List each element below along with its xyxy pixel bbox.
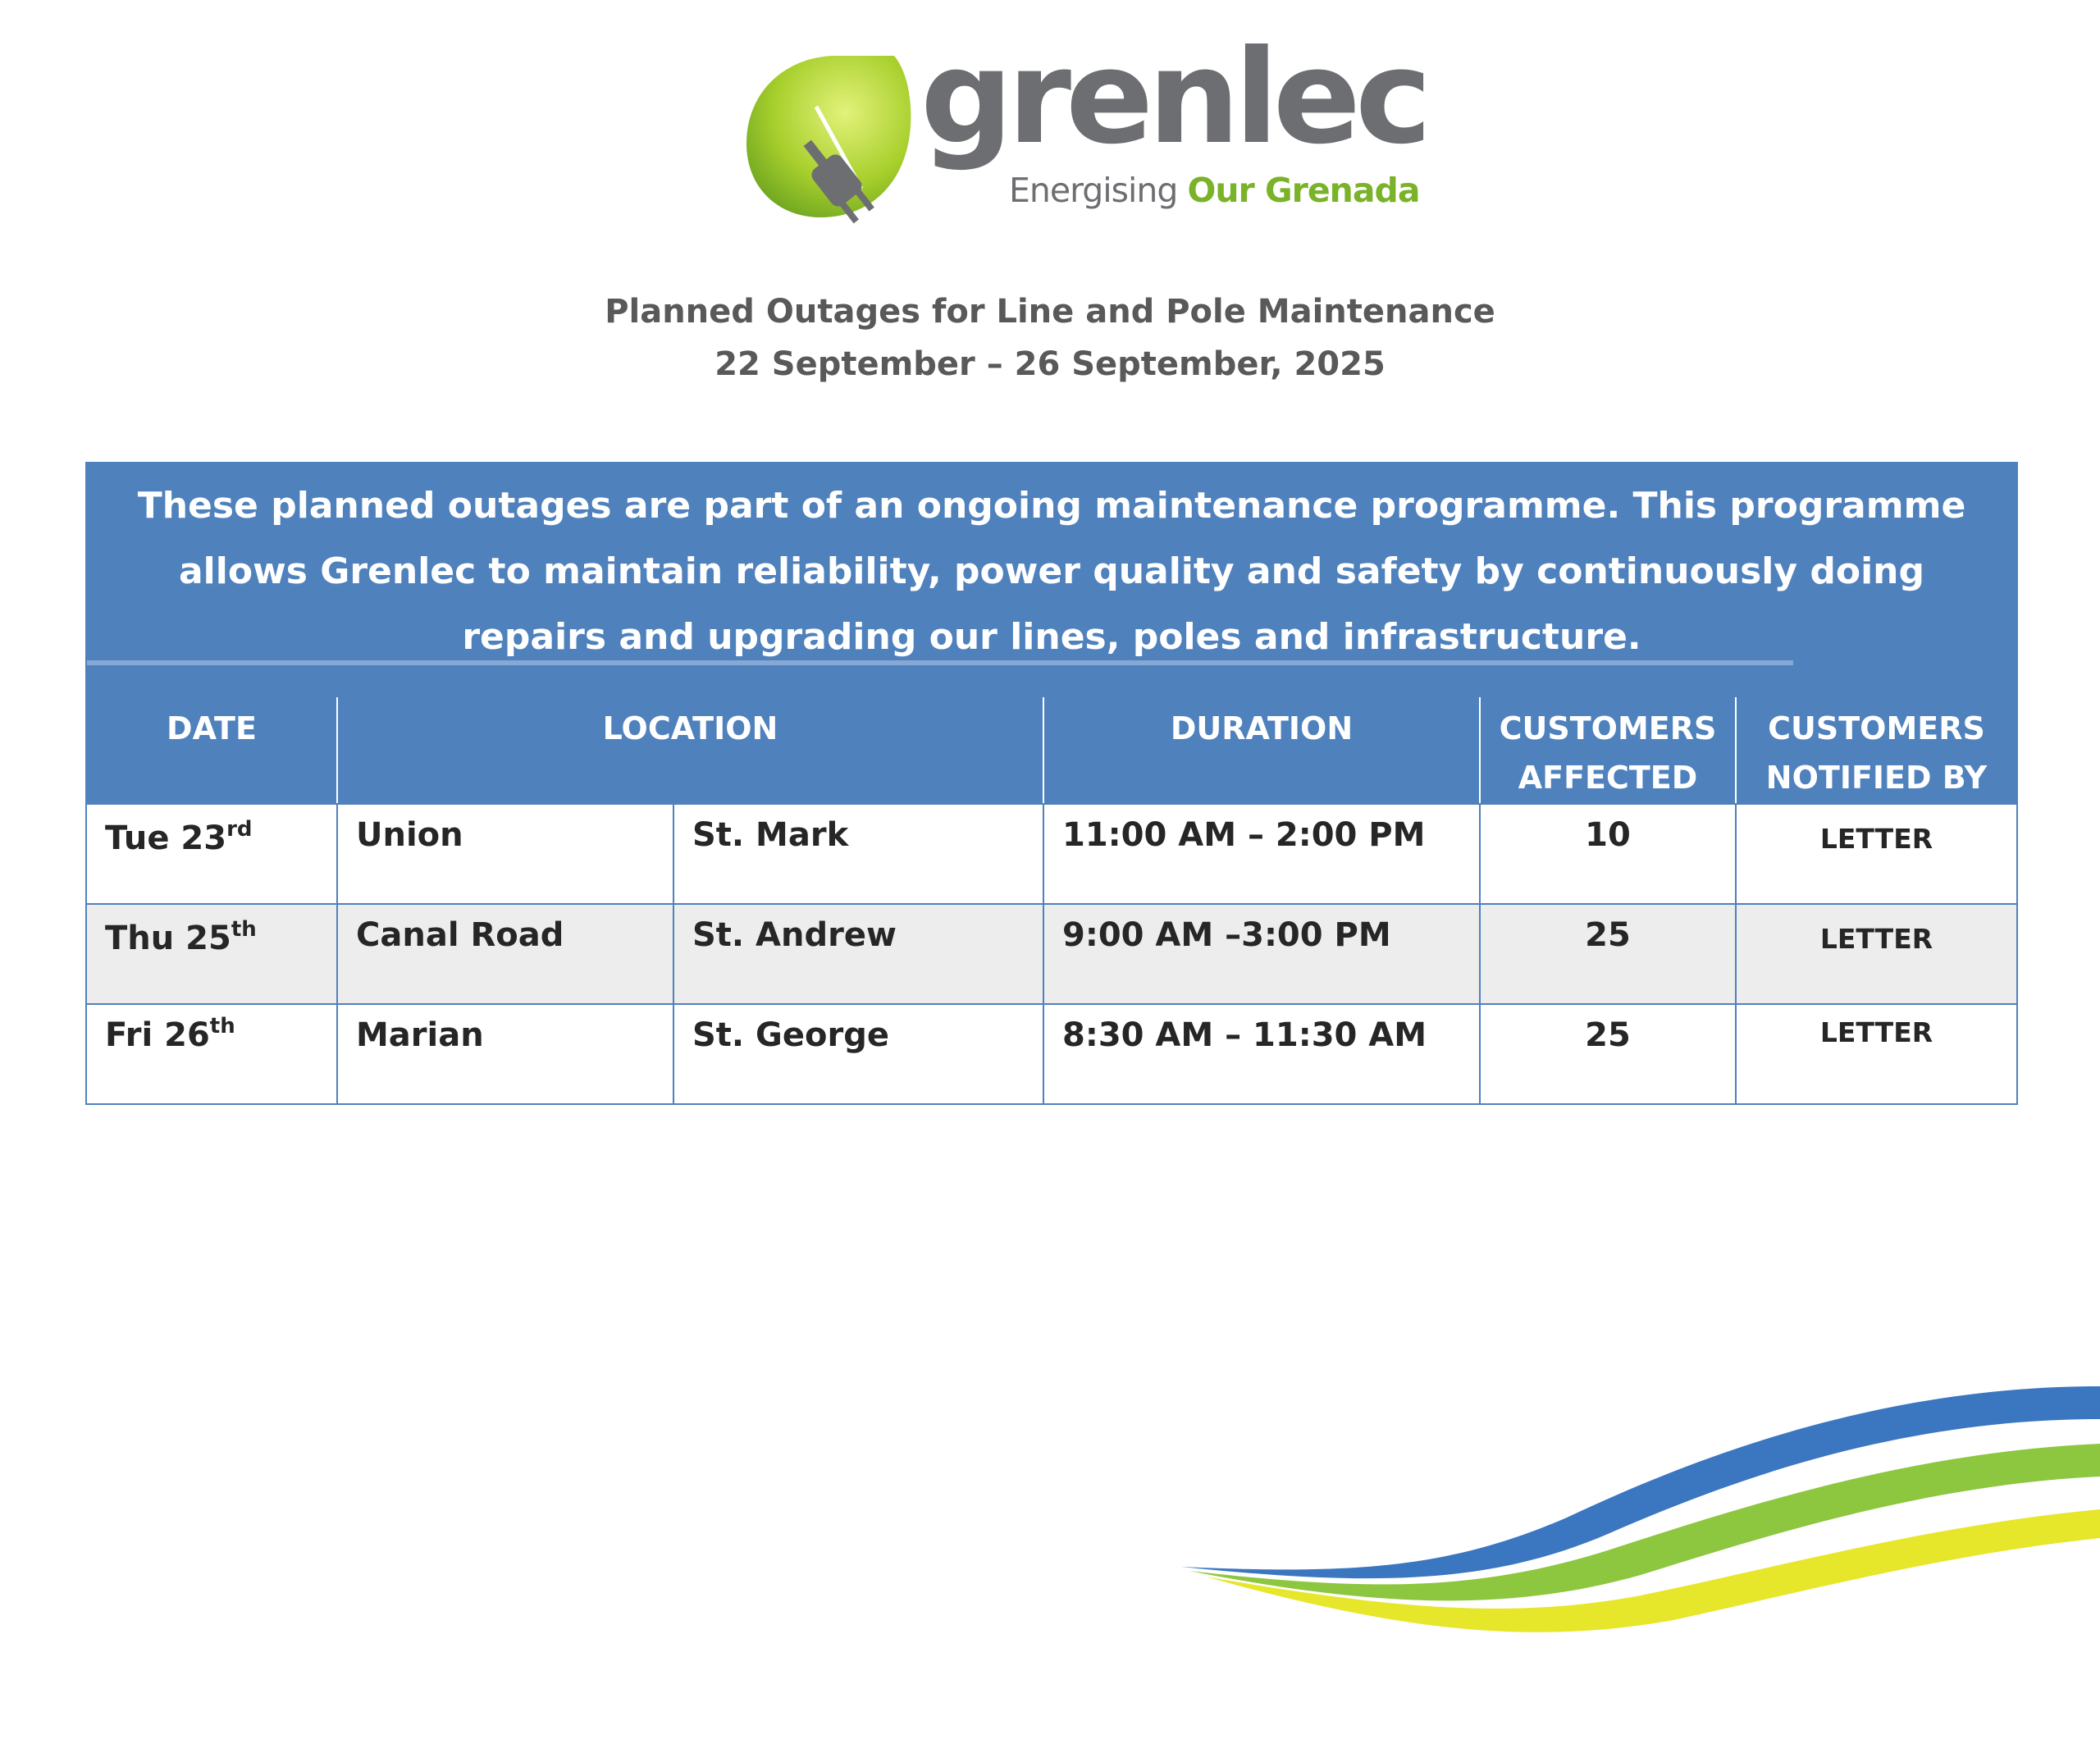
header-date: DATE xyxy=(86,696,337,804)
cell-notified-by: LETTER xyxy=(1736,1004,2017,1104)
cell-notified-by: LETTER xyxy=(1736,804,2017,904)
cell-area: Union xyxy=(337,804,673,904)
header-customers-notified: CUSTOMERS NOTIFIED BY xyxy=(1736,696,2017,804)
heading-block xyxy=(0,285,2100,390)
cell-date: Tue 23rd xyxy=(86,804,337,904)
tagline-highlight: Our Grenada xyxy=(1187,171,1420,210)
outage-table xyxy=(85,462,2018,1105)
header-location: LOCATION xyxy=(337,696,1043,804)
cell-area: Canal Road xyxy=(337,904,673,1004)
cell-duration: 9:00 AM –3:00 PM xyxy=(1043,904,1480,1004)
leaf-plug-icon xyxy=(738,49,935,230)
cell-area: Marian xyxy=(337,1004,673,1104)
header-duration: DURATION xyxy=(1043,696,1480,804)
table-row xyxy=(86,904,2017,1004)
intro-banner xyxy=(86,463,2017,696)
cell-customers-affected: 25 xyxy=(1480,1004,1736,1104)
intro-text: These planned outages are part of an ongoing maintenance programme. This programme allows Grenlec to maintain reliability, power quality and safety by continuously doing repairs and upgrading our lines, poles and infrastructure. xyxy=(137,485,1966,658)
decorative-swoosh xyxy=(1181,1362,2100,1657)
table-row xyxy=(86,1004,2017,1104)
header-customers-affected: CUSTOMERS AFFECTED xyxy=(1480,696,1736,804)
cell-duration: 8:30 AM – 11:30 AM xyxy=(1043,1004,1480,1104)
page-title: Planned Outages for Line and Pole Maintenance xyxy=(605,293,1495,331)
cell-duration: 11:00 AM – 2:00 PM xyxy=(1043,804,1480,904)
cell-date: Fri 26th xyxy=(86,1004,337,1104)
cell-customers-affected: 25 xyxy=(1480,904,1736,1004)
logo-wordmark: grenlec xyxy=(920,22,1427,173)
tagline-prefix: Energising xyxy=(1009,171,1188,210)
cell-parish: St. Andrew xyxy=(673,904,1043,1004)
grenlec-logo xyxy=(738,22,1427,230)
table-row xyxy=(86,804,2017,904)
cell-notified-by: LETTER xyxy=(1736,904,2017,1004)
divider xyxy=(87,660,1793,665)
cell-date: Thu 25th xyxy=(86,904,337,1004)
cell-customers-affected: 10 xyxy=(1480,804,1736,904)
date-range: 22 September – 26 September, 2025 xyxy=(714,345,1386,383)
logo-tagline xyxy=(1009,171,1420,210)
cell-parish: St. Mark xyxy=(673,804,1043,904)
cell-parish: St. George xyxy=(673,1004,1043,1104)
table-header-row xyxy=(86,696,2017,804)
